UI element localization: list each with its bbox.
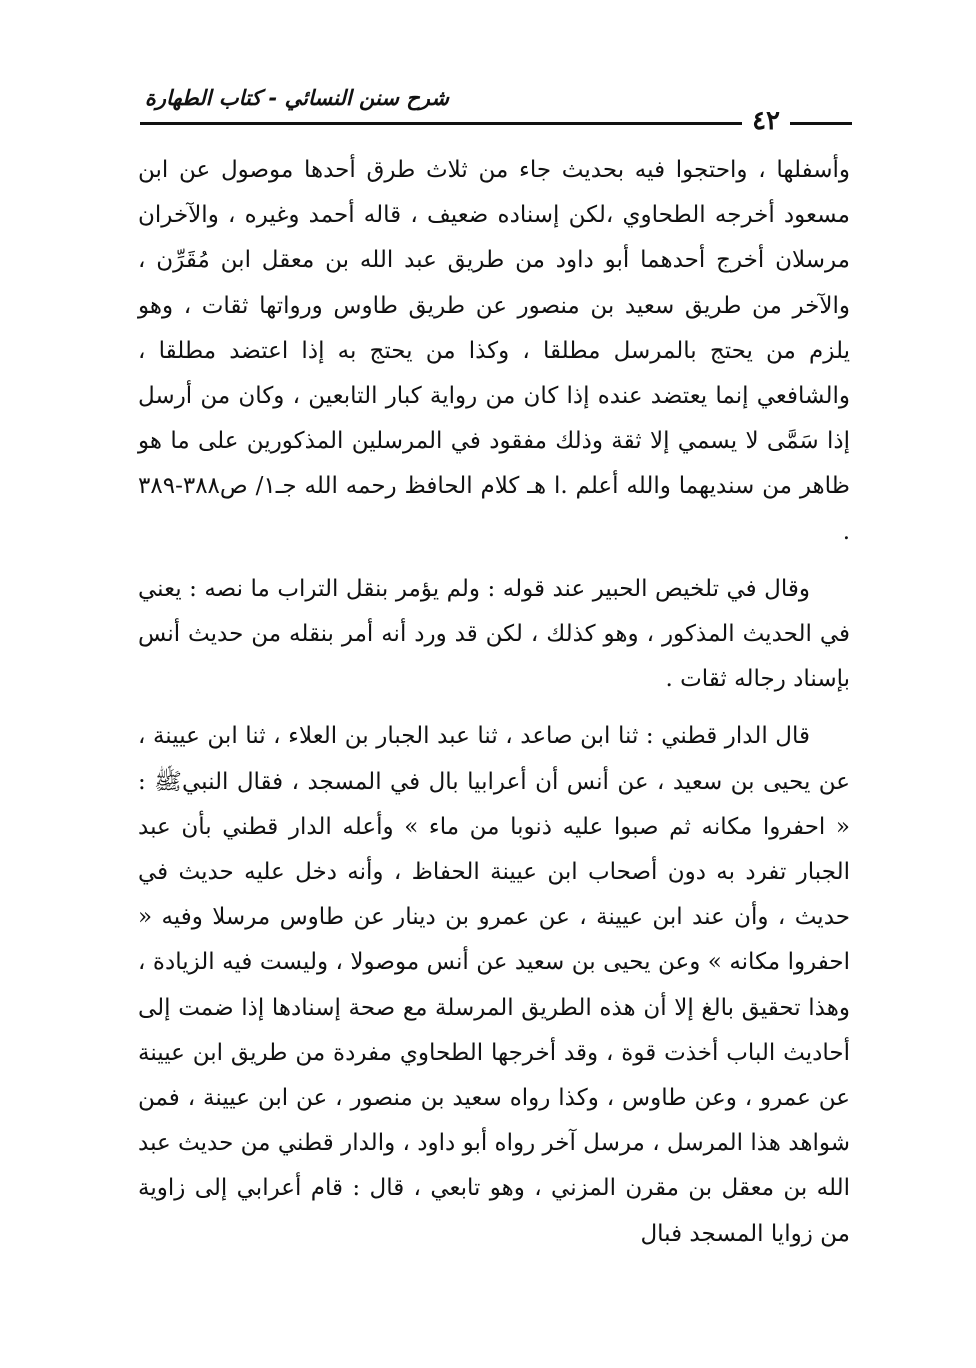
page-body	[138, 148, 850, 1257]
paragraph-2: وقال في تلخيص الحبير عند قوله : ولم يؤمر بنقل التراب ما نصه : يعني في الحديث المذكور ، وهو كذلك ، لكن قد ورد أنه أمر بنقله من حديث أنس بإسناد رجاله ثقات .	[138, 575, 850, 693]
page-header	[140, 80, 852, 136]
page-number: ٤٢	[742, 104, 790, 138]
paragraph-1: وأسفلها ، واحتجوا فيه بحديث جاء من ثلاث طرق أحدها موصول عن ابن مسعود أخرجه الطحاوي ،لكن إسناده ضعيف ، قاله أحمد وغيره ، والآخران مرسلان أخرج أحدهما أبو داود من طريق عبد الله بن معقل ابن مُقَرِّن ، والآخر من طريق سعيد بن منصور عن طريق طاوس ورواتها ثقات ، وهو يلزم من يحتج بالمرسل مطلقا ، وكذا من يحتج به إذا اعتضد مطلقا ، والشافعي إنما يعتضد عنده إذا كان من رواية كبار التابعين ، وكان من أرسل إذا سَمَّى لا يسمي إلا ثقة وذلك مفقود في المرسلين المذكورين على ما هو ظاهر من سنديهما والله أعلم .ا هـ كلام الحافظ رحمه الله جـ١/ ص٣٨٨-٣٨٩ .	[138, 157, 851, 545]
paragraph-3: قال الدار قطني : ثنا ابن صاعد ، ثنا عبد الجبار بن العلاء ، ثنا ابن عيينة ، عن يحيى بن سعيد ، عن أنس أن أعرابيا بال في المسجد ، فقال النبيﷺ : « احفروا مكانه ثم صبوا عليه ذنوبا من ماء » وأعله الدار قطني بأن عبد الجبار تفرد به دون أصحاب ابن عيينة الحفاظ ، وأنه دخل عليه حديث في حديث ، وأن عند ابن عيينة ، عن عمرو بن دينار عن طاوس مرسلا وفيه « احفروا مكانه » وعن يحيى بن سعيد عن أنس موصولا ، وليست فيه الزيادة ، وهذا تحقيق بالغ إلا أن هذه الطريق المرسلة مع صحة إسنادها إذا ضمت إلى أحاديث الباب أخذت قوة ، وقد أخرجها الطحاوي مفردة من طريق ابن عيينة عن عمرو ، وعن طاوس ، وكذا رواه سعيد بن منصور ، عن ابن عيينة ، فمن شواهد هذا المرسل ، مرسل آخر رواه أبو داود ، والدار قطني من حديث عبد الله بن معقل بن مقرن المزني ، وهو تابعي ، قال : قام أعرابي إلى زاوية من زوايا المسجد فبال	[138, 723, 850, 1247]
running-title: شرح سنن النسائي - كتاب الطهارة	[144, 86, 449, 110]
